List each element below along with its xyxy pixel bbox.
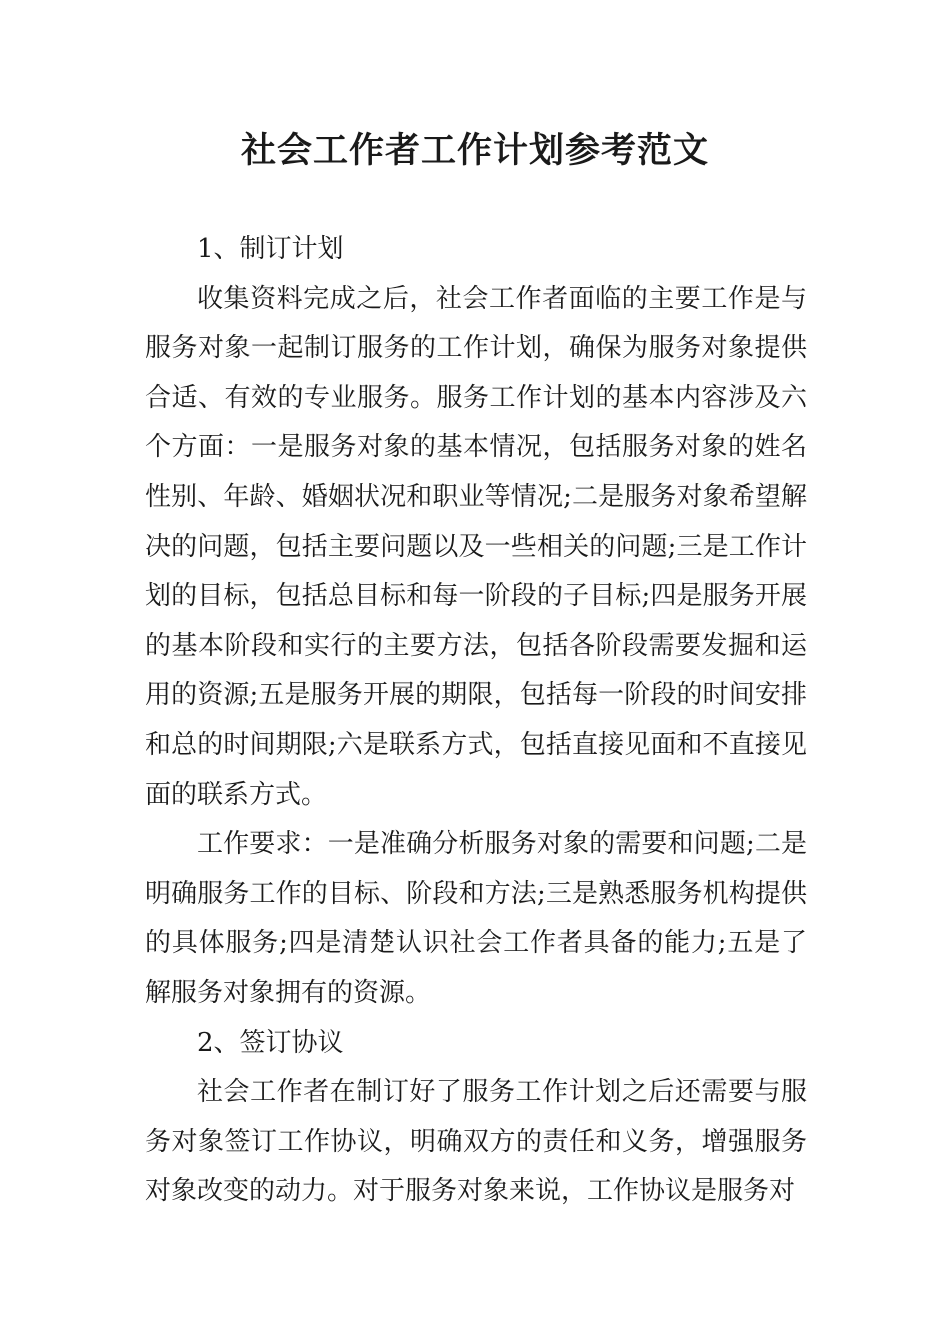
section-1-paragraph-2: 工作要求：一是准确分析服务对象的需要和问题;二是明确服务工作的目标、阶段和方法;三是熟悉服务机构提供的具体服务;四是清楚认识社会工作者具备的能力;五是了解服务对象拥有的资源。	[145, 829, 807, 1008]
document-title: 社会工作者工作计划参考范文	[240, 130, 709, 171]
section-2-paragraph-1: 社会工作者在制订好了服务工作计划之后还需要与服务对象签订工作协议，明确双方的责任和义务，增强服务对象改变的动力。对于服务对象来说，工作协议是服务对	[145, 1077, 807, 1207]
section-1-paragraph-1: 收集资料完成之后，社会工作者面临的主要工作是与服务对象一起制订服务的工作计划，确保为服务对象提供合适、有效的专业服务。服务工作计划的基本内容涉及六个方面：一是服务对象的基本情况，包括服务对象的姓名性别、年龄、婚姻状况和职业等情况;二是服务对象希望解决的问题，包括主要问题以及一些相关的问题;三是工作计划的目标，包括总目标和每一阶段的子目标;四是服务开展的基本阶段和实行的主要方法，包括各阶段需要发掘和运用的资源;五是服务开展的期限，包括每一阶段的时间安排和总的时间期限;六是联系方式，包括直接见面和不直接见面的联系方式。	[145, 283, 807, 810]
document-body	[145, 225, 807, 1217]
section-heading-2: 2、签订协议	[197, 1027, 344, 1058]
section-heading-1: 1、制订计划	[197, 234, 344, 264]
